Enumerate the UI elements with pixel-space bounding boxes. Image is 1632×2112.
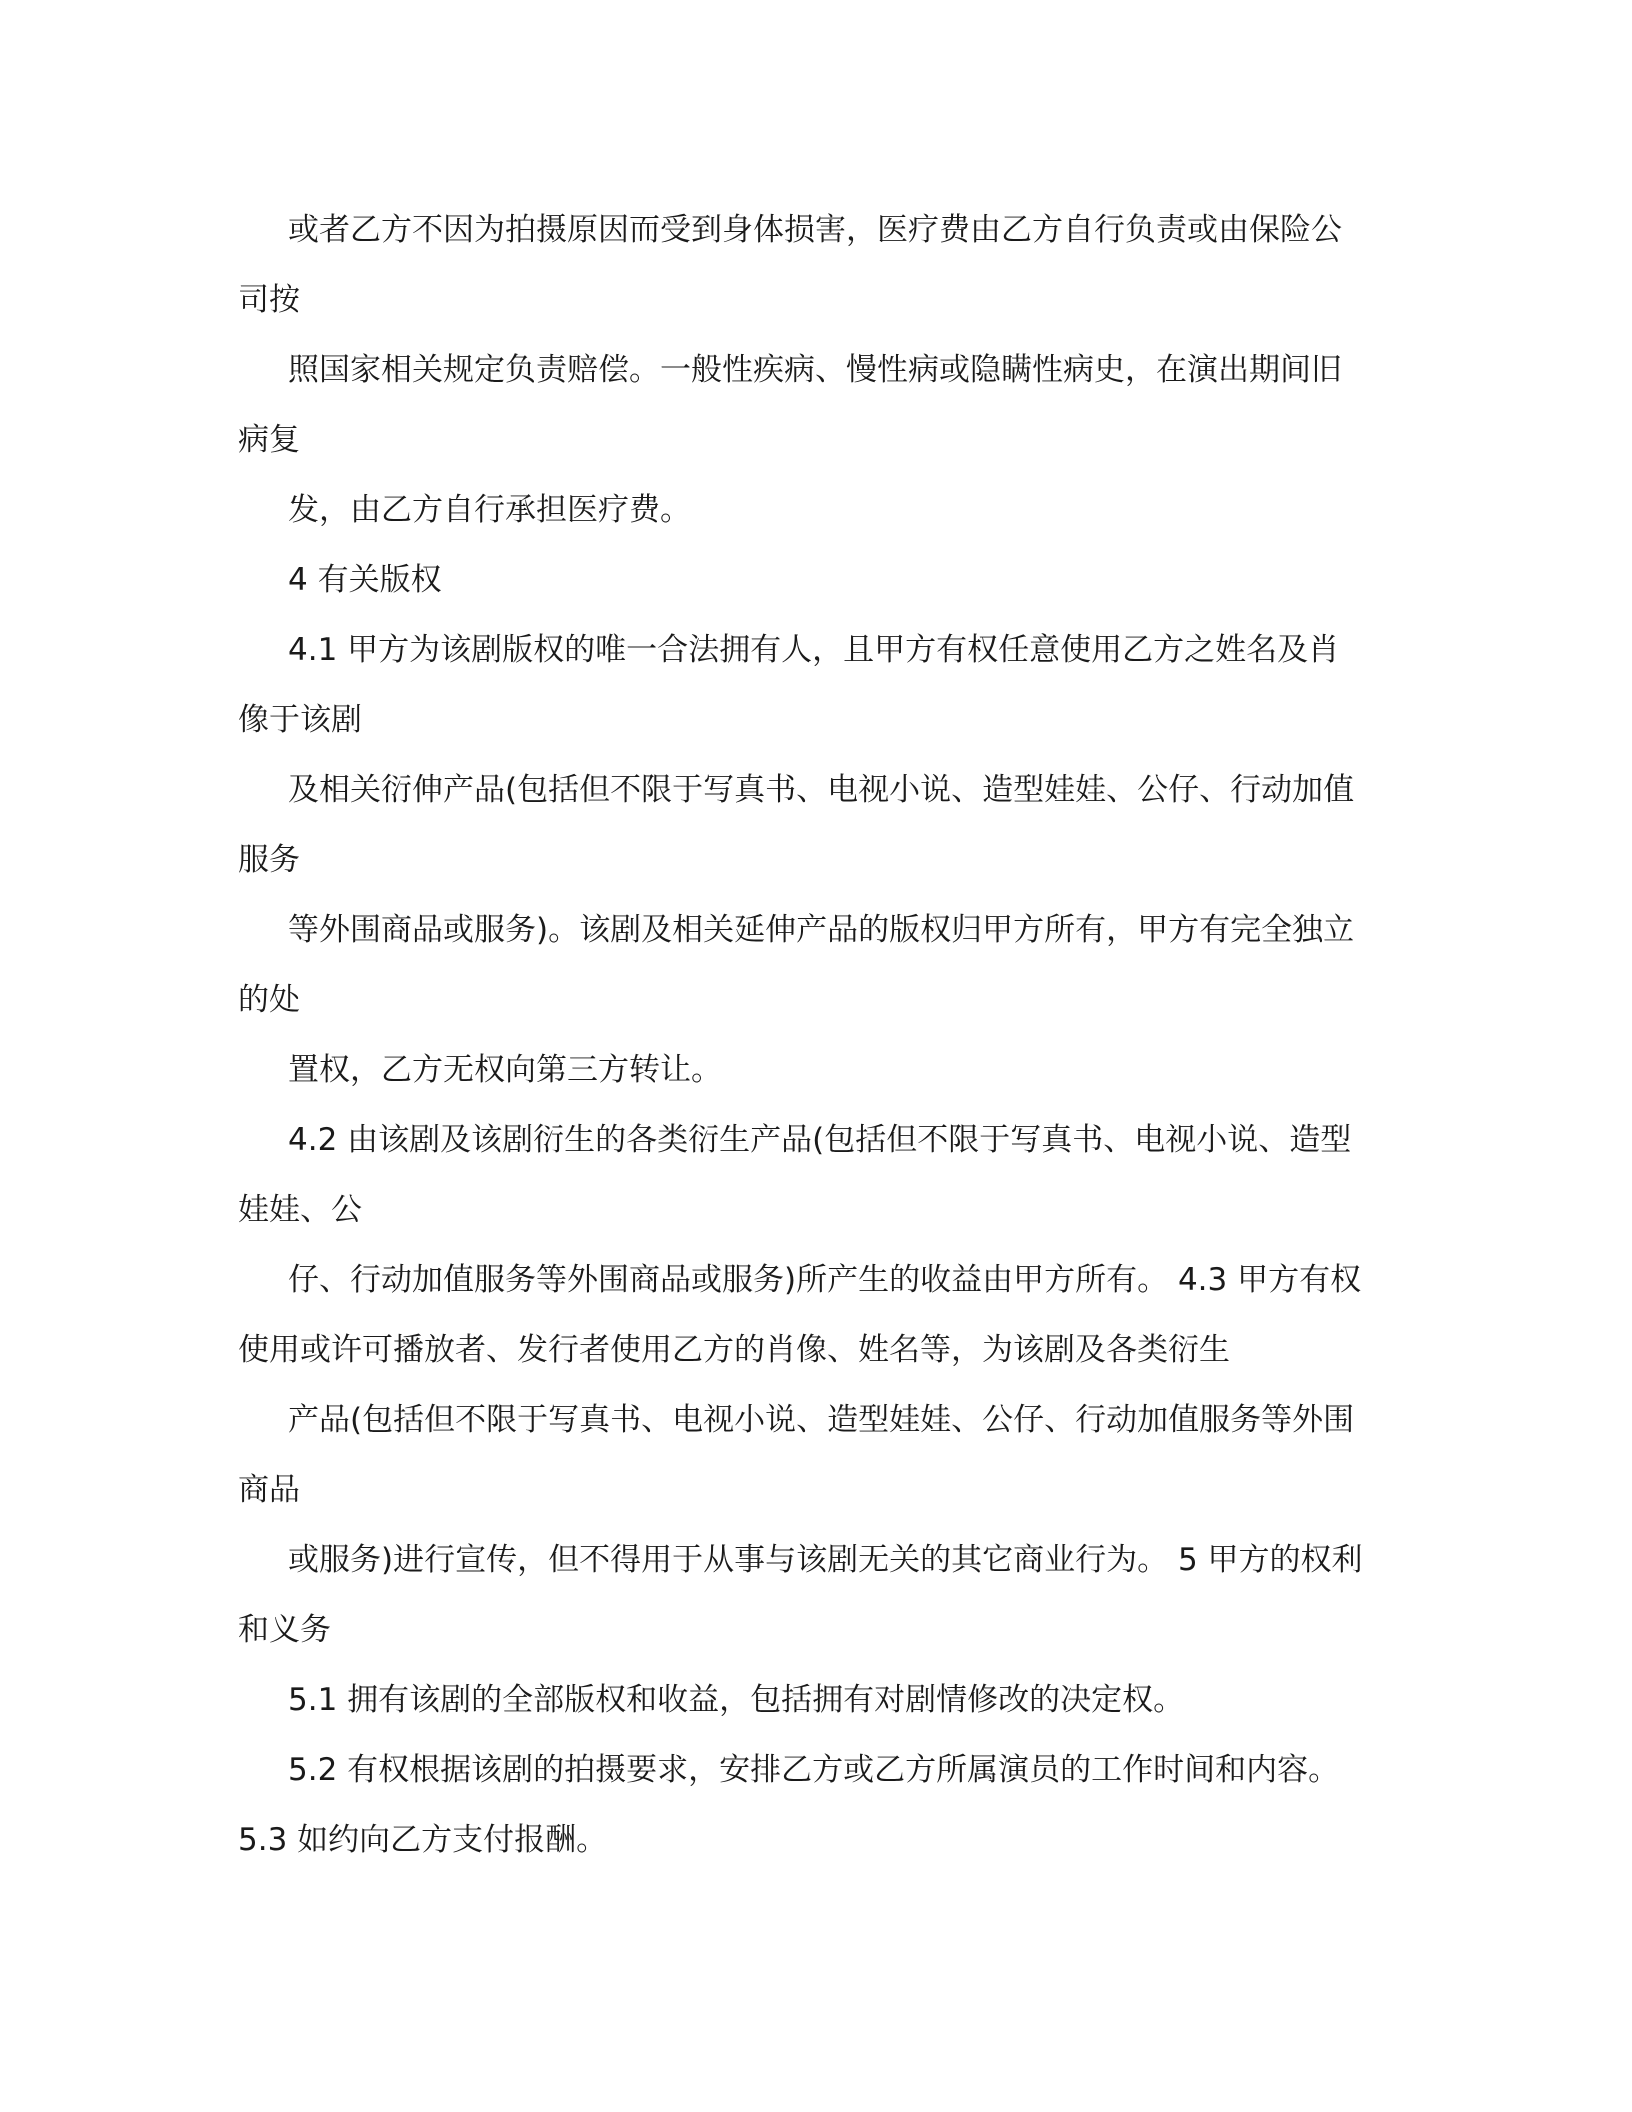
text-line: 5.3 如约向乙方支付报酬。 [238, 1822, 608, 1858]
text-line: 照国家相关规定负责赔偿。一般性疾病、慢性病或隐瞒性病史，在演出期间旧 [288, 352, 1342, 388]
text-line: 产品(包括但不限于写真书、电视小说、造型娃娃、公仔、行动加值服务等外围 [288, 1402, 1355, 1438]
text-line: 的处 [238, 982, 300, 1018]
text-line: 像于该剧 [238, 702, 362, 738]
text-line: 等外围商品或服务)。该剧及相关延伸产品的版权归甲方所有，甲方有完全独立 [288, 912, 1355, 948]
text-line: 置权，乙方无权向第三方转让。 [288, 1052, 722, 1088]
text-line: 5.1 拥有该剧的全部版权和收益，包括拥有对剧情修改的决定权。 [288, 1682, 1185, 1718]
document-body [238, 195, 1398, 1875]
text-line: 发，由乙方自行承担医疗费。 [288, 492, 691, 528]
text-line: 和义务 [238, 1612, 331, 1648]
text-line: 4 有关版权 [288, 562, 442, 598]
text-line: 病复 [238, 422, 300, 458]
text-line: 4.2 由该剧及该剧衍生的各类衍生产品(包括但不限于写真书、电视小说、造型 [288, 1122, 1352, 1158]
text-line: 娃娃、公 [238, 1192, 362, 1228]
text-line: 4.1 甲方为该剧版权的唯一合法拥有人，且甲方有权任意使用乙方之姓名及肖 [288, 632, 1340, 668]
text-line: 司按 [238, 282, 300, 318]
text-line: 或者乙方不因为拍摄原因而受到身体损害，医疗费由乙方自行负责或由保险公 [288, 212, 1342, 248]
text-line: 仔、行动加值服务等外围商品或服务)所产生的收益由甲方所有。 4.3 甲方有权 [288, 1262, 1362, 1298]
text-line: 使用或许可播放者、发行者使用乙方的肖像、姓名等，为该剧及各类衍生 [238, 1332, 1230, 1368]
text-line: 服务 [238, 842, 300, 878]
text-line: 及相关衍伸产品(包括但不限于写真书、电视小说、造型娃娃、公仔、行动加值 [288, 772, 1355, 808]
text-line: 5.2 有权根据该剧的拍摄要求，安排乙方或乙方所属演员的工作时间和内容。 [288, 1752, 1340, 1788]
text-line: 或服务)进行宣传，但不得用于从事与该剧无关的其它商业行为。 5 甲方的权利 [288, 1542, 1363, 1578]
text-line: 商品 [238, 1472, 300, 1508]
